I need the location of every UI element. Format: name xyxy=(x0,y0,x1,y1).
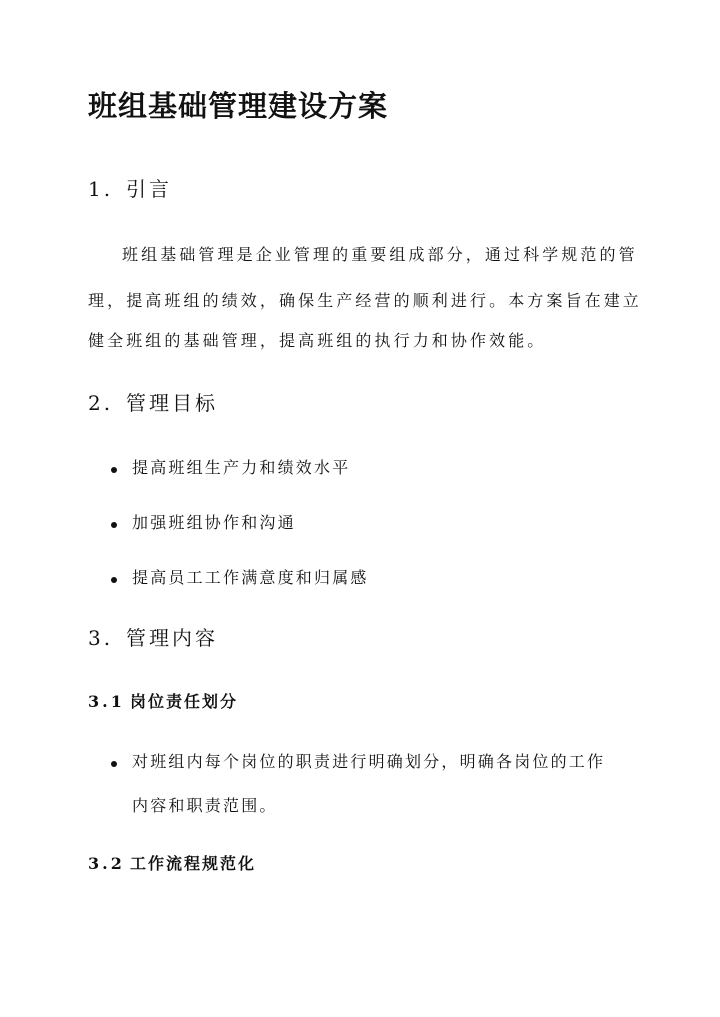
subsection-title: 岗位责任划分 xyxy=(130,692,239,711)
paragraph-line: 理，提高班组的绩效，确保生产经营的顺利进行。本方案旨在建立 xyxy=(88,291,642,310)
paragraph-line: 健全班组的基础管理，提高班组的执行力和协作效能。 xyxy=(88,331,547,350)
bullet-icon xyxy=(111,761,117,767)
list-item-text: 提高员工工作满意度和归属感 xyxy=(132,568,369,587)
document-title: 班组基础管理建设方案 xyxy=(88,89,389,123)
section-title: 引言 xyxy=(126,177,172,201)
section-number: 2. xyxy=(88,391,114,415)
list-item-text: 对班组内每个岗位的职责进行明确划分，明确各岗位的工作 xyxy=(132,752,606,771)
subsection-heading xyxy=(88,690,238,714)
paragraph-line: 班组基础管理是企业管理的重要组成部分，通过科学规范的管 xyxy=(122,245,638,264)
bullet-icon xyxy=(111,522,117,528)
subsection-heading xyxy=(88,852,256,876)
section-title: 管理目标 xyxy=(126,391,218,415)
subsection-title: 工作流程规范化 xyxy=(130,854,257,873)
section-heading-goals xyxy=(88,389,218,417)
bullet-icon xyxy=(111,577,117,583)
section-number: 1. xyxy=(88,177,114,201)
list-item-text: 加强班组协作和沟通 xyxy=(132,513,296,532)
section-number: 3. xyxy=(88,626,114,650)
list-item-text: 提高班组生产力和绩效水平 xyxy=(132,458,351,477)
section-title: 管理内容 xyxy=(126,626,218,650)
section-heading-intro xyxy=(88,175,172,203)
section-heading-content xyxy=(88,624,218,652)
subsection-number: 3.1 xyxy=(88,692,125,711)
subsection-number: 3.2 xyxy=(88,854,125,873)
list-item-continuation: 内容和职责范围。 xyxy=(132,796,278,815)
bullet-icon xyxy=(111,467,117,473)
